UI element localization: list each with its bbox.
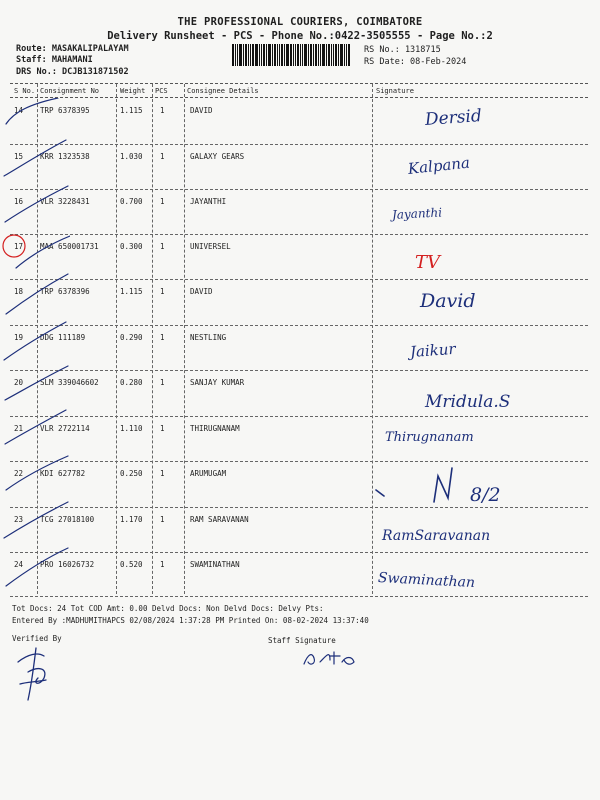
row-weight: 0.700 (120, 197, 143, 206)
barcode-bar (304, 44, 307, 66)
barcode-bar (313, 44, 314, 66)
signature-scribble (372, 462, 512, 508)
row-weight: 0.290 (120, 333, 143, 342)
col-header-consignment: Consignment No (40, 87, 100, 95)
row-divider (10, 370, 588, 371)
staff-signature-label: Staff Signature (268, 636, 336, 645)
row-sno: 23 (14, 515, 24, 524)
barcode-bar (277, 44, 278, 66)
barcode-bar (344, 44, 345, 66)
barcode-bar (286, 44, 289, 66)
row-sno: 19 (14, 333, 24, 342)
tick-mark (5, 410, 66, 444)
row-pcs: 1 (160, 106, 165, 115)
barcode-bar (348, 44, 350, 66)
barcode-bar (237, 44, 238, 66)
row-divider (10, 596, 588, 597)
runsheet-subtitle: Delivery Runsheet - PCS - Phone No.:0422-3505555 - Page No.:2 (107, 30, 493, 42)
header-top-rule (10, 83, 588, 84)
row-consignee: THIRUGNANAM (190, 424, 240, 433)
row-signature: Jaikur (409, 339, 457, 361)
row-sno: 15 (14, 152, 24, 161)
col-header-sno: S No. (14, 87, 36, 95)
row-pcs: 1 (160, 424, 165, 433)
row-signature: Swaminathan (377, 570, 476, 592)
barcode-bar (252, 44, 254, 66)
row-signature: TV (415, 252, 441, 273)
barcode-bar (308, 44, 309, 66)
barcode-bar (326, 44, 327, 66)
entered-by-line: Entered By :MADHUMITHAPCS 02/08/2024 1:37:28 PM Printed On: 08-02-2024 13:37:40 (12, 616, 369, 625)
barcode-bar (302, 44, 303, 66)
barcode-bar (335, 44, 337, 66)
row-pcs: 1 (160, 152, 165, 161)
row-consignment: VLR 3228431 (40, 197, 90, 206)
barcode-bar (338, 44, 339, 66)
row-pcs: 1 (160, 378, 165, 387)
rs-date: RS Date: 08-Feb-2024 (364, 57, 467, 67)
row-sno: 21 (14, 424, 24, 433)
barcode-bar (259, 44, 260, 66)
row-consignee: SANJAY KUMAR (190, 378, 245, 387)
row-consignment: SLM 339046602 (40, 378, 99, 387)
row-sno: 24 (14, 560, 24, 569)
barcode-bar (284, 44, 285, 66)
barcode-bar (232, 44, 234, 66)
tick-mark (4, 502, 68, 538)
barcode-bar (295, 44, 296, 66)
row-consignee: UNIVERSEL (190, 242, 231, 251)
row-weight: 0.250 (120, 469, 143, 478)
divider-consignee (372, 84, 373, 594)
row-weight: 0.520 (120, 560, 143, 569)
row-weight: 1.115 (120, 287, 143, 296)
row-divider (10, 325, 588, 326)
barcode-bar (322, 44, 325, 66)
col-header-consignee: Consignee Details (187, 87, 259, 95)
row-pcs: 1 (160, 469, 165, 478)
row-pcs: 1 (160, 287, 165, 296)
row-signature: Dersid (424, 106, 483, 130)
row-pcs: 1 (160, 560, 165, 569)
col-header-weight: Weight (120, 87, 146, 95)
barcode-bar (235, 44, 236, 66)
col-header-pcs: PCS (155, 87, 168, 95)
drs-number: DRS No.: DCJB131871502 (16, 67, 129, 77)
row-sno: 17 (14, 242, 24, 251)
row-weight: 1.110 (120, 424, 143, 433)
barcode-bar (263, 44, 265, 66)
barcode-bar (331, 44, 332, 66)
row-sno: 18 (14, 287, 24, 296)
row-consignment: PRO 16026732 (40, 560, 95, 569)
barcode-bar (261, 44, 262, 66)
row-consignment: DDG 111189 (40, 333, 86, 342)
delivery-tick-marks (0, 98, 70, 598)
row-consignee: GALAXY GEARS (190, 152, 245, 161)
row-weight: 0.280 (120, 378, 143, 387)
row-signature: David (420, 290, 476, 312)
tick-mark (5, 186, 68, 222)
row-pcs: 1 (160, 242, 165, 251)
verified-by-label: Verified By (12, 634, 62, 643)
row-divider (10, 144, 588, 145)
row-divider (10, 279, 588, 280)
row-divider (10, 234, 588, 235)
tick-mark (4, 140, 66, 176)
row-consignee: JAYANTHI (190, 197, 227, 206)
row-pcs: 1 (160, 515, 165, 524)
barcode-bar (266, 44, 267, 66)
tick-mark (4, 322, 66, 360)
row-consignee: SWAMINATHAN (190, 560, 240, 569)
row-consignee: DAVID (190, 106, 213, 115)
row-weight: 1.115 (120, 106, 143, 115)
barcode-bar (245, 44, 247, 66)
row-consignment: VLR 2722114 (40, 424, 90, 433)
barcode-bar (333, 44, 334, 66)
barcode-bar (268, 44, 271, 66)
row-divider (10, 189, 588, 190)
barcode-bar (320, 44, 321, 66)
barcode-bar (272, 44, 273, 66)
tick-mark (6, 548, 68, 586)
row-signature: Thirugnanam (385, 430, 474, 445)
row-signature: Mridula.S (425, 392, 511, 412)
barcode-bar (293, 44, 294, 66)
row-pcs: 1 (160, 197, 165, 206)
rs-number: RS No.: 1318715 (364, 45, 441, 55)
row-consignment: KRR 1323538 (40, 152, 90, 161)
row-consignee: RAM SARAVANAN (190, 515, 249, 524)
barcode-bar (300, 44, 301, 66)
barcode-bar (281, 44, 283, 66)
row-signature: Kalpana (407, 153, 471, 178)
divider-pcs (184, 84, 185, 594)
row-sno: 22 (14, 469, 24, 478)
barcode-bar (279, 44, 280, 66)
totals-line: Tot Docs: 24 Tot COD Amt: 0.00 Delvd Docs: Non Delvd Docs: Delvy Pts: (12, 604, 324, 613)
row-consignment: TCG 27018100 (40, 515, 95, 524)
barcode-bar (318, 44, 319, 66)
staff-signature-mark (300, 646, 360, 670)
barcode-bar (315, 44, 317, 66)
row-pcs: 1 (160, 333, 165, 342)
row-consignment: MAA 650001731 (40, 242, 99, 251)
barcode-bar (297, 44, 299, 66)
barcode-bar (346, 44, 347, 66)
verifier-signature (14, 644, 64, 704)
barcode-bar (274, 44, 276, 66)
row-sno: 14 (14, 106, 24, 115)
barcode-bar (310, 44, 312, 66)
row-consignment: KDI 627782 (40, 469, 86, 478)
tick-mark (6, 98, 58, 124)
row-consignee: NESTLING (190, 333, 227, 342)
col-header-signature: Signature (376, 87, 414, 95)
row-signature: RamSaravanan (382, 528, 491, 544)
row-signature: 8/2 (470, 484, 501, 506)
barcode-bar (290, 44, 292, 66)
barcode-bar (340, 44, 343, 66)
tick-mark (5, 366, 68, 400)
row-sno: 16 (14, 197, 24, 206)
row-consignee: ARUMUGAM (190, 469, 227, 478)
barcode-bar (250, 44, 251, 66)
row-signature: Jayanthi (391, 205, 443, 222)
header-bottom-rule (10, 97, 588, 98)
row-sno: 20 (14, 378, 24, 387)
company-title: THE PROFESSIONAL COURIERS, COIMBATORE (177, 16, 423, 28)
row-weight: 1.030 (120, 152, 143, 161)
route-label: Route: MASAKALIPALAYAM (16, 44, 129, 54)
barcode-bar (248, 44, 249, 66)
barcode (232, 44, 356, 66)
row-weight: 1.170 (120, 515, 143, 524)
row-consignment: TRP 6378396 (40, 287, 90, 296)
row-weight: 0.300 (120, 242, 143, 251)
row-divider (10, 416, 588, 417)
red-circle-mark (3, 235, 25, 257)
row-divider (10, 552, 588, 553)
tick-mark (6, 274, 68, 314)
divider-consignment (116, 84, 117, 594)
divider-weight (152, 84, 153, 594)
barcode-bar (239, 44, 242, 66)
staff-label: Staff: MAHAMANI (16, 55, 93, 65)
tick-mark (6, 456, 68, 490)
barcode-bar (243, 44, 244, 66)
row-consignee: DAVID (190, 287, 213, 296)
row-consignment: TRP 6378395 (40, 106, 90, 115)
barcode-bar (255, 44, 258, 66)
barcode-bar (328, 44, 330, 66)
